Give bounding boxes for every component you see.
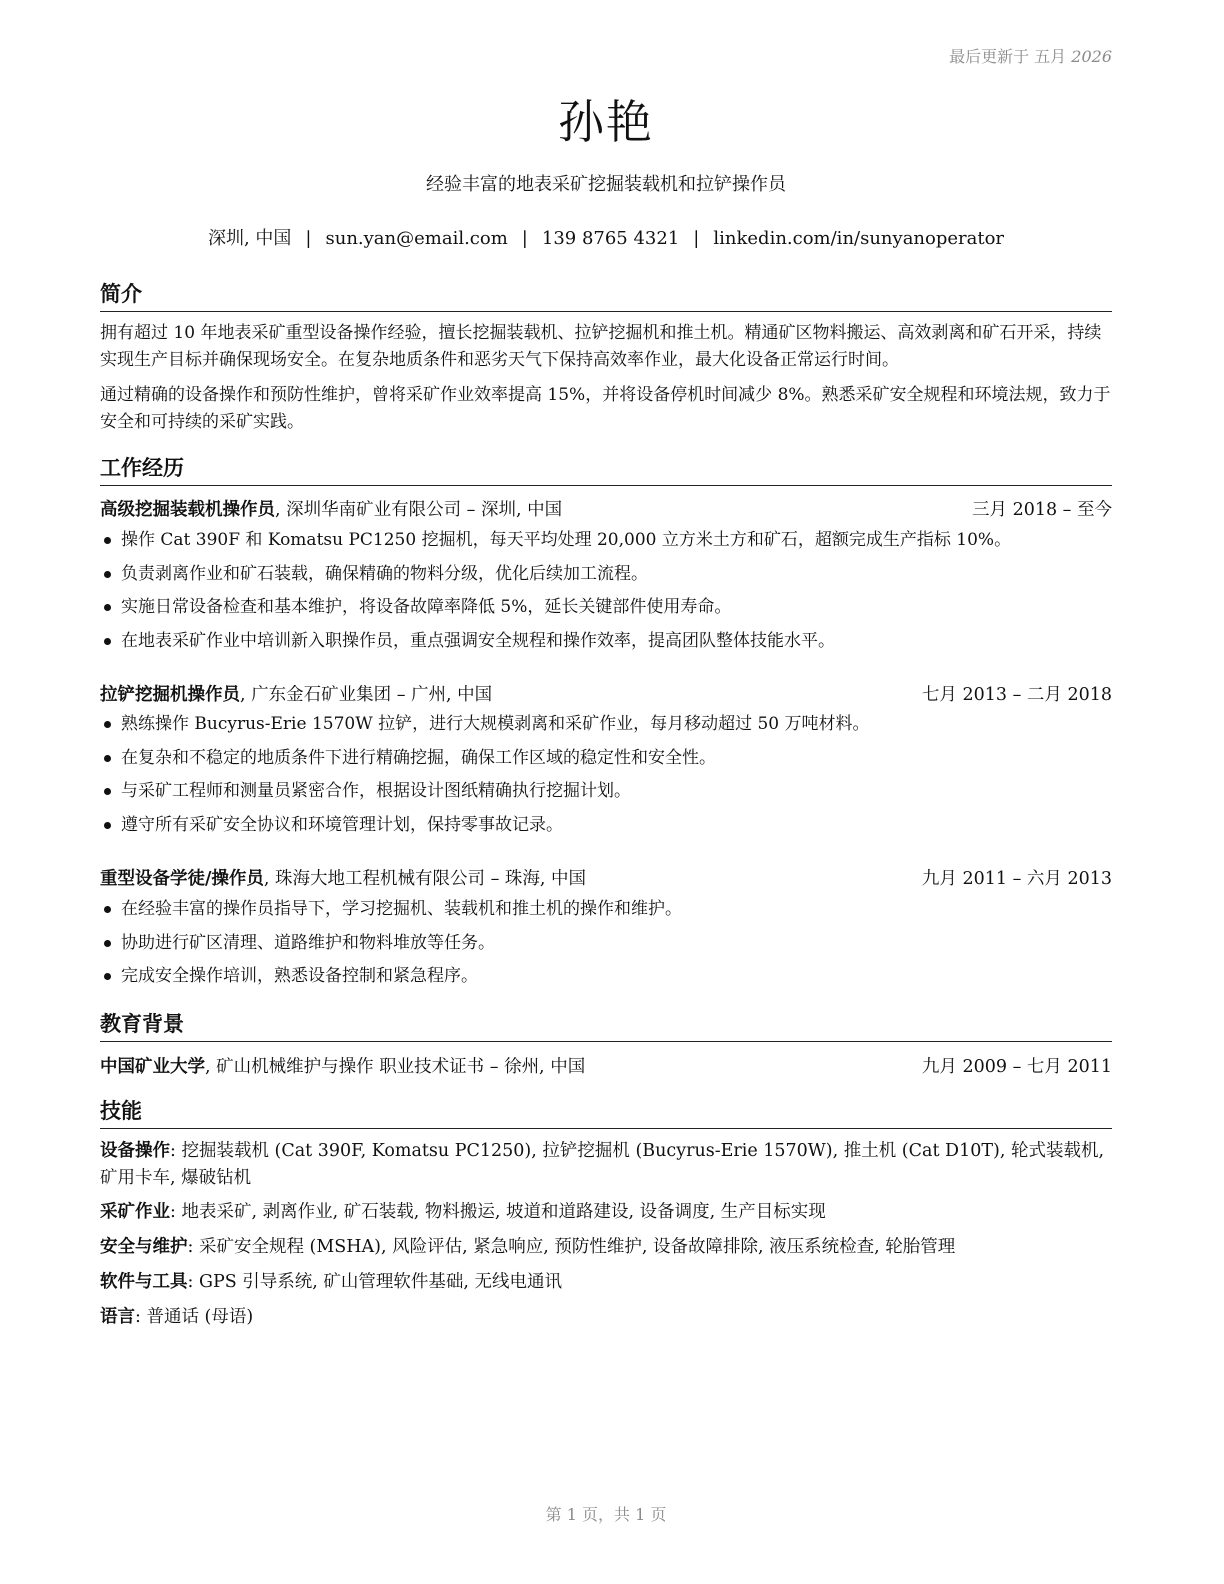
bullet-item: 完成安全操作培训，熟悉设备控制和紧急程序。 xyxy=(100,965,1112,999)
bullet-item: 协助进行矿区清理、道路维护和物料堆放等任务。 xyxy=(100,932,1112,966)
skill-value: : 普通话 (母语) xyxy=(135,1307,254,1327)
summary-paragraph-2: 通过精确的设备操作和预防性维护，曾将采矿作业效率提高 15%，并将设备停机时间减少 8%。熟悉采矿安全规程和环境法规，致力于安全和可持续的采矿实践。 xyxy=(100,385,1111,432)
bullet-item: 在经验丰富的操作员指导下，学习挖掘机、装载机和推土机的操作和维护。 xyxy=(100,898,1112,932)
contact-linkedin[interactable]: linkedin.com/in/sunyanoperator xyxy=(713,228,1005,249)
last-updated xyxy=(949,44,1112,67)
job-company: , 广东金石矿业集团 – 广州, 中国 xyxy=(240,685,493,705)
job-role: 重型设备学徒/操作员 xyxy=(100,869,264,889)
job-company: , 珠海大地工程机械有限公司 – 珠海, 中国 xyxy=(263,869,587,889)
bullet-item: 遵守所有采矿安全协议和环境管理计划，保持零事故记录。 xyxy=(100,814,1112,848)
job-bullets xyxy=(100,529,1112,663)
skill-label: 设备操作 xyxy=(100,1141,170,1161)
skill-value: : 挖掘装载机 (Cat 390F, Komatsu PC1250), 拉铲挖掘机 (Bucyrus-Erie 1570W), 推土机 (Cat D10T), 轮式装载机, 矿用卡车, 爆破钻机 xyxy=(100,1141,1105,1188)
skill-value: : GPS 引导系统, 矿山管理软件基础, 无线电通讯 xyxy=(187,1272,563,1292)
contact-location: 深圳, 中国 xyxy=(207,228,292,249)
job-bullets xyxy=(100,898,1112,999)
job-header xyxy=(100,865,1112,890)
bullet-item: 与采矿工程师和测量员紧密合作，根据设计图纸精确执行挖掘计划。 xyxy=(100,780,1112,814)
job-header xyxy=(100,681,1112,706)
summary-paragraph-1: 拥有超过 10 年地表采矿重型设备操作经验，擅长挖掘装载机、拉铲挖掘机和推土机。精通矿区物料搬运、高效剥离和矿石开采，持续实现生产目标并确保现场安全。在复杂地质条件和恶劣天气下保持高效率作业，最大化设备正常运行时间。 xyxy=(100,323,1102,370)
skill-label: 语言 xyxy=(100,1307,135,1327)
contact-separator: | xyxy=(521,228,528,249)
skill-line xyxy=(100,1234,1112,1261)
education-heading: 教育背景 xyxy=(100,1008,1112,1042)
candidate-name: 孙艳 xyxy=(558,95,654,149)
skill-label: 采矿作业 xyxy=(100,1202,170,1222)
education-detail: , 矿山机械维护与操作 职业技术证书 – 徐州, 中国 xyxy=(205,1057,586,1077)
bullet-item: 熟练操作 Bucyrus-Erie 1570W 拉铲，进行大规模剥离和采矿作业，每月移动超过 50 万吨材料。 xyxy=(100,713,1112,747)
contact-line xyxy=(100,224,1112,250)
job-role: 高级挖掘装载机操作员 xyxy=(100,500,275,520)
job-dates: 七月 2013 – 二月 2018 xyxy=(921,685,1112,705)
last-updated-year: 2026 xyxy=(1071,47,1112,66)
summary-heading: 简介 xyxy=(100,278,1112,312)
job-header xyxy=(100,496,1112,521)
skill-line xyxy=(100,1199,1112,1226)
contact-separator: | xyxy=(693,228,700,249)
job-bullets xyxy=(100,713,1112,847)
page-number: 第 1 页，共 1 页 xyxy=(545,1505,667,1524)
skill-value: : 地表采矿, 剥离作业, 矿石装载, 物料搬运, 坡道和道路建设, 设备调度, 生产目标实现 xyxy=(170,1202,826,1222)
skills-heading: 技能 xyxy=(100,1095,1112,1129)
bullet-item: 在复杂和不稳定的地质条件下进行精确挖掘，确保工作区域的稳定性和安全性。 xyxy=(100,747,1112,781)
education-entry xyxy=(100,1053,1112,1078)
bullet-item: 负责剥离作业和矿石装载，确保精确的物料分级，优化后续加工流程。 xyxy=(100,563,1112,597)
skill-line xyxy=(100,1304,1112,1331)
job-dates: 三月 2018 – 至今 xyxy=(972,500,1112,520)
skill-label: 安全与维护 xyxy=(100,1237,188,1257)
contact-phone[interactable]: 139 8765 4321 xyxy=(541,228,680,249)
contact-email[interactable]: sun.yan@email.com xyxy=(325,228,508,249)
bullet-item: 在地表采矿作业中培训新入职操作员，重点强调安全规程和操作效率，提高团队整体技能水平。 xyxy=(100,630,1112,664)
candidate-headline: 经验丰富的地表采矿挖掘装载机和拉铲操作员 xyxy=(426,174,786,195)
education-school: 中国矿业大学 xyxy=(100,1057,205,1077)
bullet-item: 操作 Cat 390F 和 Komatsu PC1250 挖掘机，每天平均处理 20,000 立方米土方和矿石，超额完成生产指标 10%。 xyxy=(100,529,1112,563)
job-company: , 深圳华南矿业有限公司 – 深圳, 中国 xyxy=(275,500,563,520)
skill-line xyxy=(100,1138,1112,1192)
experience-heading: 工作经历 xyxy=(100,452,1112,486)
education-dates: 九月 2009 – 七月 2011 xyxy=(921,1057,1112,1077)
last-updated-label: 最后更新于 五月 xyxy=(949,47,1067,66)
job-role: 拉铲挖掘机操作员 xyxy=(100,685,240,705)
skill-label: 软件与工具 xyxy=(100,1272,188,1292)
skill-line xyxy=(100,1269,1112,1296)
contact-separator: | xyxy=(305,228,312,249)
skill-value: : 采矿安全规程 (MSHA), 风险评估, 紧急响应, 预防性维护, 设备故障排除, 液压系统检查, 轮胎管理 xyxy=(187,1237,956,1257)
resume-page xyxy=(100,0,1112,1584)
job-dates: 九月 2011 – 六月 2013 xyxy=(921,869,1112,889)
bullet-item: 实施日常设备检查和基本维护，将设备故障率降低 5%，延长关键部件使用寿命。 xyxy=(100,596,1112,630)
